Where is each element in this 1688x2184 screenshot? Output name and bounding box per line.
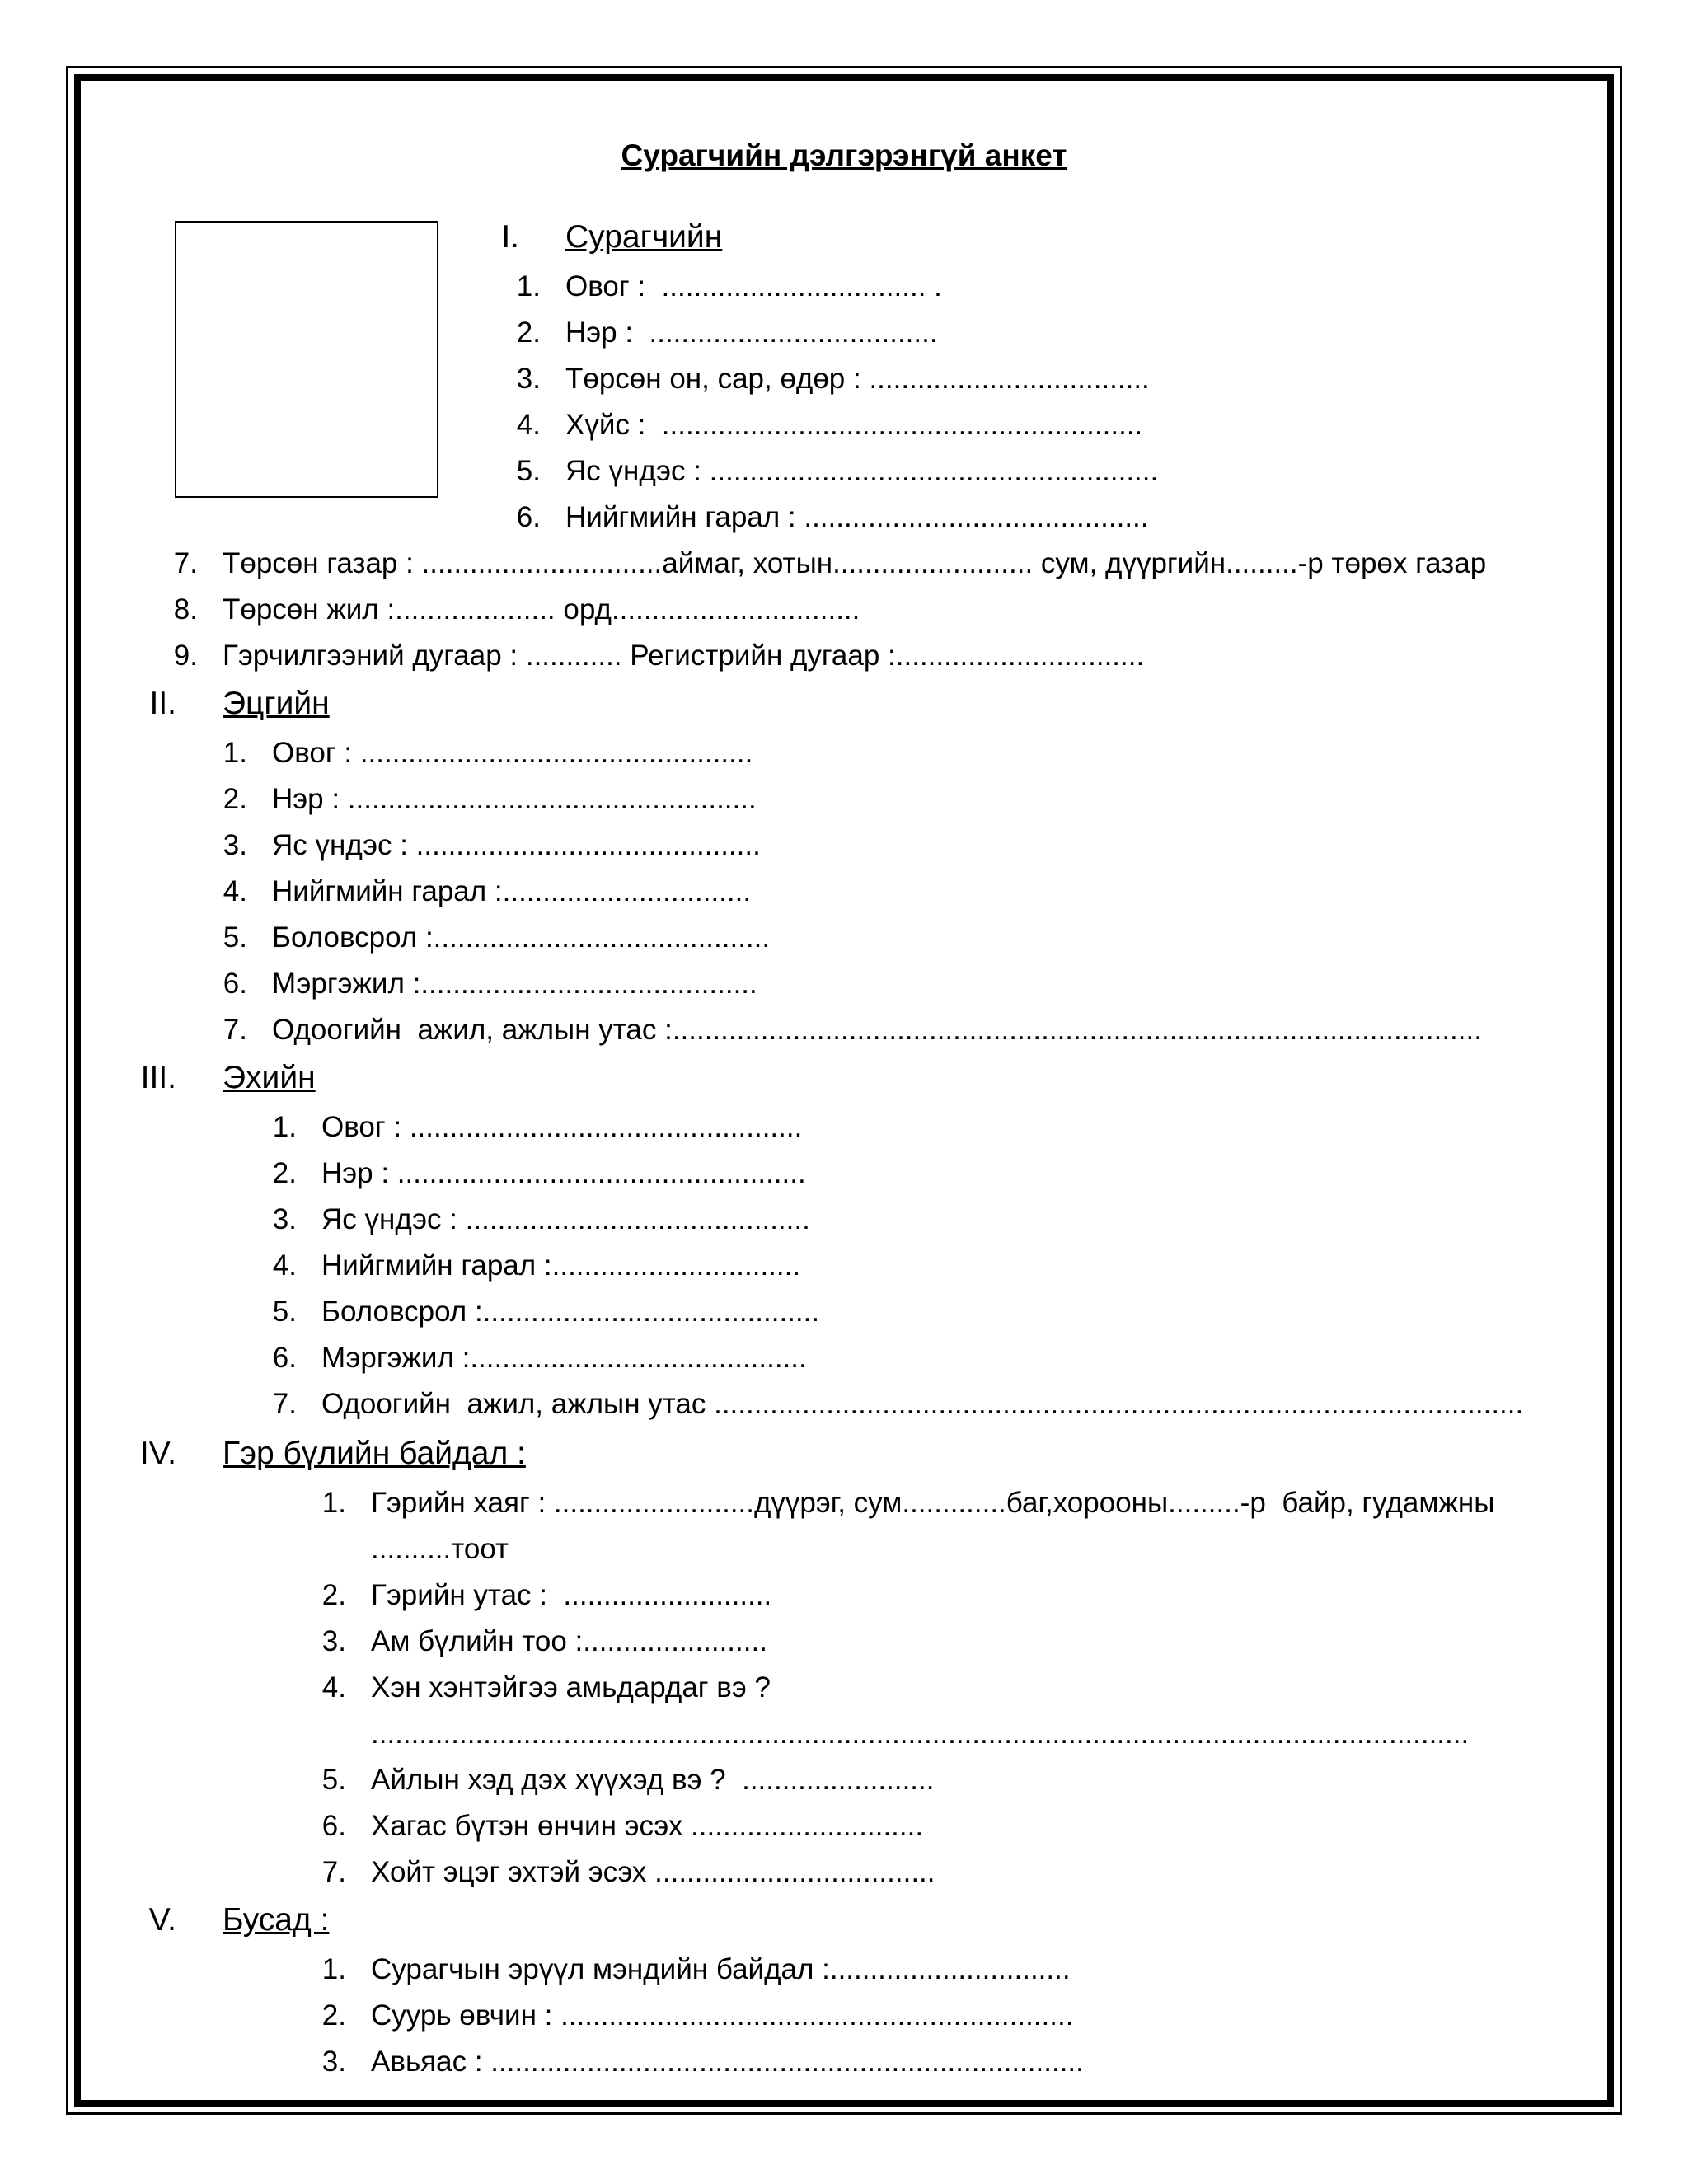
family-size-field[interactable]: Ам бүлийн тоо :....................... <box>371 1625 767 1657</box>
student-ethnicity-field[interactable]: Яс үндэс : ........................................................ <box>565 455 1159 487</box>
section-3-roman: III. <box>140 1060 176 1095</box>
item-number: 4. <box>516 409 541 441</box>
chronic-disease-field[interactable]: Суурь өвчин : ................................................................ <box>371 1999 1074 2032</box>
item-number: 1. <box>272 1111 297 1143</box>
item-number: 6. <box>516 501 541 533</box>
mother-name-field[interactable]: Нэр : ................................................... <box>321 1157 806 1189</box>
item-number: 5. <box>272 1296 297 1328</box>
item-number: 5. <box>516 455 541 487</box>
section-3-heading: Эхийн <box>223 1060 316 1095</box>
item-number: 2. <box>516 316 541 349</box>
section-5-roman: V. <box>148 1902 176 1938</box>
item-number: 4. <box>272 1249 297 1282</box>
item-number: 2. <box>321 1999 346 2032</box>
item-number: 5. <box>321 1764 346 1796</box>
home-address-door-field[interactable]: ..........тоот <box>371 1533 509 1565</box>
item-number: 8. <box>173 593 198 626</box>
student-gender-field[interactable]: Хүйс : ............................................................ <box>565 409 1143 441</box>
item-number: 6. <box>272 1342 297 1374</box>
mother-work-phone-field[interactable]: Одоогийн ажил, ажлын утас ..................................................................................................... <box>321 1388 1524 1420</box>
student-name-field[interactable]: Нэр : .................................... <box>565 316 938 349</box>
item-number: 6. <box>321 1810 346 1842</box>
child-order-field[interactable]: Айлын хэд дэх хүүхэд вэ ? ........................ <box>371 1764 935 1796</box>
student-certificate-register-field[interactable]: Гэрчилгээний дугаар : ............ Регистрийн дугаар :............................... <box>223 640 1145 672</box>
item-number: 1. <box>321 1953 346 1985</box>
health-status-field[interactable]: Сурагчын эрүүл мэндийн байдал :.............................. <box>371 1953 1071 1985</box>
mother-ethnicity-field[interactable]: Яс үндэс : ........................................... <box>321 1203 810 1235</box>
item-number: 7. <box>272 1388 297 1420</box>
father-surname-field[interactable]: Овог : ................................................. <box>272 737 753 769</box>
item-number: 3. <box>223 829 247 861</box>
item-number: 3. <box>321 1625 346 1657</box>
lives-with-question: Хэн хэнтэйгээ амьдардаг вэ ? <box>371 1671 771 1704</box>
item-number: 1. <box>321 1487 346 1519</box>
mother-social-origin-field[interactable]: Нийгмийн гарал :............................... <box>321 1249 801 1282</box>
item-number: 6. <box>223 968 247 1000</box>
father-ethnicity-field[interactable]: Яс үндэс : ........................................... <box>272 829 761 861</box>
student-social-origin-field[interactable]: Нийгмийн гарал : ........................................... <box>565 501 1149 533</box>
section-2-heading: Эцгийн <box>223 686 330 721</box>
student-surname-field[interactable]: Овог : ................................. . <box>565 270 942 302</box>
item-number: 2. <box>223 783 247 815</box>
section-5-heading: Бусад : <box>223 1902 330 1938</box>
father-social-origin-field[interactable]: Нийгмийн гарал :............................... <box>272 875 752 907</box>
form-title: Сурагчийн дэлгэрэнгүй анкет <box>621 138 1067 172</box>
lives-with-field[interactable]: ......................................................................................................................................... <box>371 1718 1470 1750</box>
section-4-heading: Гэр бүлийн байдал : <box>223 1436 526 1471</box>
section-1-heading: Сурагчийн <box>565 219 723 255</box>
item-number: 4. <box>223 875 247 907</box>
item-number: 1. <box>516 270 541 302</box>
section-2-roman: II. <box>149 686 176 721</box>
section-4-roman: IV. <box>139 1436 176 1471</box>
orphan-status-field[interactable]: Хагас бүтэн өнчин эсэх ............................. <box>371 1810 924 1842</box>
item-number: 9. <box>173 640 198 672</box>
item-number: 5. <box>223 921 247 954</box>
item-number: 4. <box>321 1671 346 1704</box>
student-birthdate-field[interactable]: Төрсөн он, сар, өдөр : ................................... <box>565 363 1150 395</box>
item-number: 7. <box>173 547 198 579</box>
item-number: 7. <box>223 1014 247 1046</box>
father-name-field[interactable]: Нэр : ................................................... <box>272 783 757 815</box>
step-parent-field[interactable]: Хойт эцэг эхтэй эсэх ................................... <box>371 1856 935 1888</box>
father-work-phone-field[interactable]: Одоогийн ажил, ажлын утас :..................................................................................................... <box>272 1014 1482 1046</box>
item-number: 3. <box>516 363 541 395</box>
student-birth-year-field[interactable]: Төрсөн жил :.................... орд............................... <box>223 593 860 626</box>
photo-box[interactable] <box>175 221 438 498</box>
section-1-roman: I. <box>501 219 519 255</box>
item-number: 1. <box>223 737 247 769</box>
mother-surname-field[interactable]: Овог : ................................................. <box>321 1111 803 1143</box>
item-number: 3. <box>272 1203 297 1235</box>
item-number: 3. <box>321 2046 346 2078</box>
mother-profession-field[interactable]: Мэргэжил :.......................................... <box>321 1342 807 1374</box>
item-number: 2. <box>321 1579 346 1611</box>
student-birthplace-field[interactable]: Төрсөн газар : ..............................аймаг, хотын......................... сум, дүүргийн.........-р төрөх газар <box>223 547 1487 579</box>
home-phone-field[interactable]: Гэрийн утас : .......................... <box>371 1579 772 1611</box>
talent-field[interactable]: Авьяас : .......................................................................... <box>371 2046 1084 2078</box>
father-education-field[interactable]: Боловсрол :.......................................... <box>272 921 771 954</box>
home-address-field[interactable]: Гэрийн хаяг : .........................дүүрэг, сум.............баг,хорооны.........-р байр, гудамжны <box>371 1487 1495 1519</box>
father-profession-field[interactable]: Мэргэжил :.......................................... <box>272 968 757 1000</box>
item-number: 2. <box>272 1157 297 1189</box>
item-number: 7. <box>321 1856 346 1888</box>
mother-education-field[interactable]: Боловсрол :.......................................... <box>321 1296 820 1328</box>
